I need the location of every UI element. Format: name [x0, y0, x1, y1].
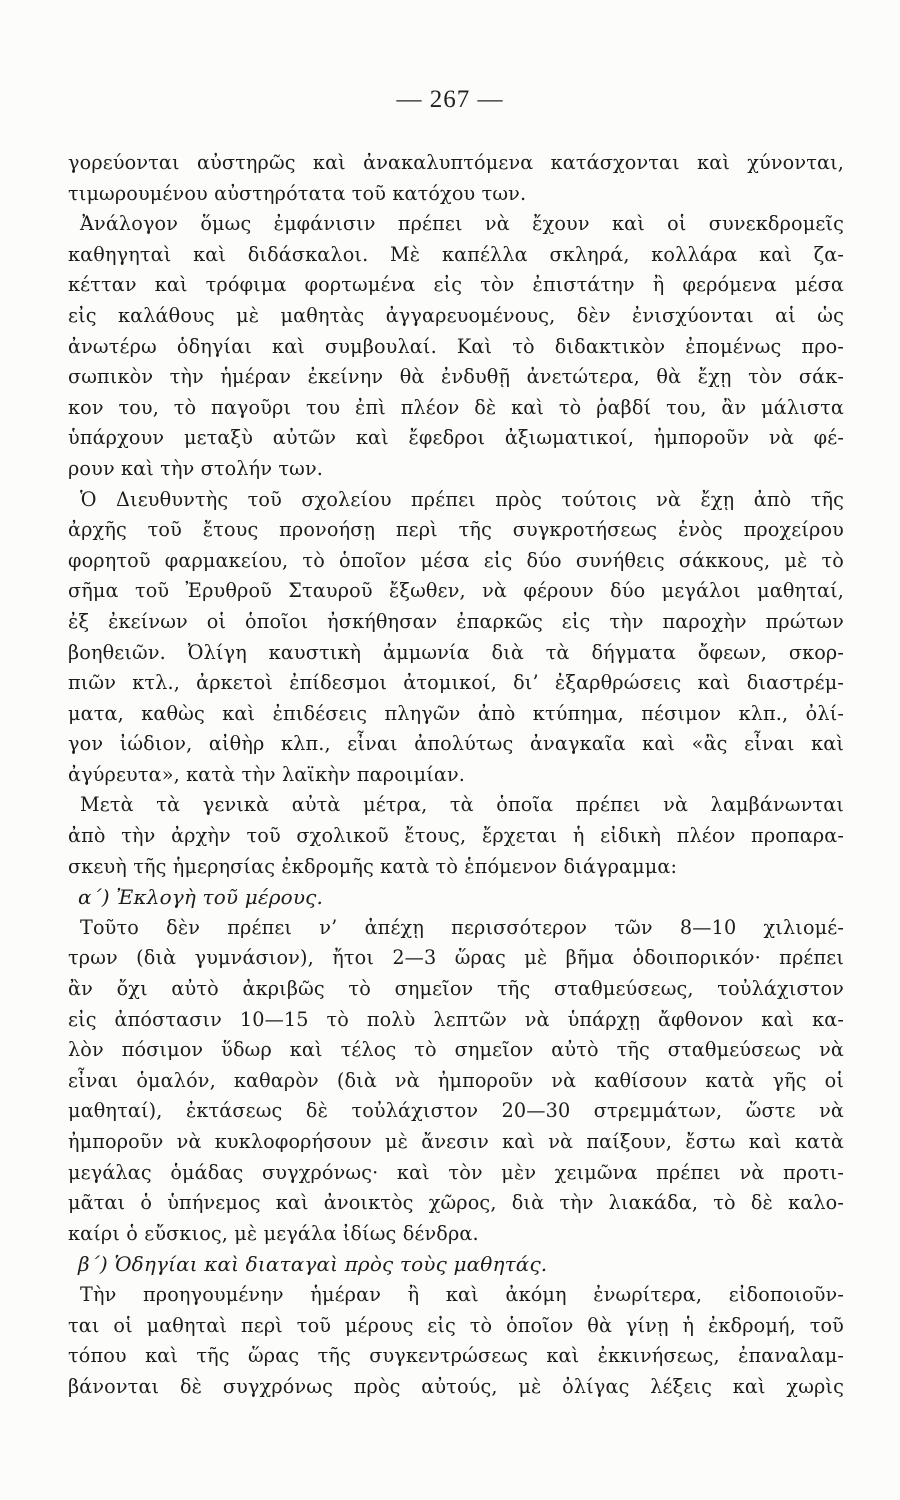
text-line: Ὁ Διευθυντὴς τοῦ σχολείου πρέπει πρὸς τούτοις νὰ ἔχῃ ἀπὸ τῆς	[80, 487, 844, 511]
text-line: γον ἰώδιον, αἰθὴρ κλπ., εἶναι ἀπολύτως ἀναγκαῖα καὶ «ἂς εἶναι καὶ	[68, 732, 844, 756]
text-line: ματα, καθὼς καὶ ἐπιδέσεις πληγῶν ἀπὸ κτύπημα, πέσιμον κλπ., ὀλί-	[68, 701, 844, 725]
text-line: βάνονται δὲ συγχρόνως πρὸς αὐτούς, μὲ ὀλίγας λέξεις καὶ χωρὶς	[68, 1374, 844, 1398]
text-line: βοηθειῶν. Ὀλίγη καυστικὴ ἀμμωνία διὰ τὰ δήγματα ὄφεων, σκορ-	[68, 640, 844, 664]
text-line: φορητοῦ φαρμακείου, τὸ ὁποῖον μέσα εἰς δύο συνήθεις σάκκους, μὲ τὸ	[68, 548, 844, 572]
page-number: — 267 —	[396, 86, 504, 113]
text-line: κέτταν καὶ τρόφιμα φορτωμένα εἰς τὸν ἐπιστάτην ἢ φερόμενα μέσα	[68, 273, 844, 297]
text-line: σῆμα τοῦ Ἐρυθροῦ Σταυροῦ ἔξωθεν, νὰ φέρουν δύο μεγάλοι μαθηταί,	[68, 579, 844, 603]
text-line: τρων (διὰ γυμνάσιον), ἤτοι 2—3 ὥρας μὲ βῆμα ὁδοιπορικόν· πρέπει	[68, 946, 844, 970]
text-line: εἶναι ὁμαλόν, καθαρὸν (διὰ νὰ ἠμποροῦν νὰ καθίσουν κατὰ γῆς οἱ	[68, 1068, 844, 1092]
text-line: ρουν καὶ τὴν στολήν των.	[68, 456, 324, 480]
text-line: ται οἱ μαθηταὶ περὶ τοῦ μέρους εἰς τὸ ὁποῖον θὰ γίνῃ ἡ ἐκδρομή, τοῦ	[68, 1313, 844, 1337]
text-line: μαθηταί), ἐκτάσεως δὲ τοὐλάχιστον 20—30 στρεμμάτων, ὥστε νὰ	[68, 1099, 844, 1123]
text-line: Ἀνάλογον ὅμως ἐμφάνισιν πρέπει νὰ ἔχουν καὶ οἱ συνεκδρομεῖς	[80, 212, 844, 236]
text-line: τόπου καὶ τῆς ὥρας τῆς συγκεντρώσεως καὶ ἐκκινήσεως, ἐπαναλαμ-	[68, 1344, 844, 1368]
text-line: μᾶται ὁ ὑπήνεμος καὶ ἀνοικτὸς χῶρος, διὰ τὴν λιακάδα, τὸ δὲ καλο-	[68, 1191, 844, 1215]
text-line: Τοῦτο δὲν πρέπει ν’ ἀπέχῃ περισσότερον τῶν 8—10 χιλιομέ-	[80, 915, 844, 939]
section-heading: β΄) Ὁδηγίαι καὶ διαταγαὶ πρὸς τοὺς μαθητάς.	[78, 1252, 548, 1277]
text-line: πιῶν κτλ., ἀρκετοὶ ἐπίδεσμοι ἀτομικοί, δι’ ἐξαρθρώσεις καὶ διαστρέμ-	[68, 671, 844, 695]
text-line: εἰς καλάθους μὲ μαθητὰς ἀγγαρευομένους, δὲν ἐνισχύονται αἱ ὡς	[68, 303, 844, 327]
text-line: ἐξ ἐκείνων οἱ ὁποῖοι ἠσκήθησαν ἐπαρκῶς εἰς τὴν παροχὴν πρώτων	[68, 609, 844, 633]
text-line: ἀγύρευτα», κατὰ τὴν λαϊκὴν παροιμίαν.	[68, 762, 466, 786]
text-line: Μετὰ τὰ γενικὰ αὐτὰ μέτρα, τὰ ὁποῖα πρέπει νὰ λαμβάνωνται	[80, 793, 844, 817]
text-line: τιμωρουμένου αὐστηρότατα τοῦ κατόχου των.	[68, 181, 527, 205]
body-text	[68, 148, 844, 1402]
text-line: ἂν ὄχι αὐτὸ ἀκριβῶς τὸ σημεῖον τῆς σταθμεύσεως, τοὐλάχιστον	[68, 977, 844, 1001]
text-line: σκευὴ τῆς ἡμερησίας ἐκδρομῆς κατὰ τὸ ἑπόμενον διάγραμμα:	[68, 854, 678, 878]
text-line: ὑπάρχουν μεταξὺ αὐτῶν καὶ ἔφεδροι ἀξιωματικοί, ἠμποροῦν νὰ φέ-	[68, 426, 844, 450]
text-line: καίρι ὁ εὔσκιος, μὲ μεγάλα ἰδίως δένδρα.	[68, 1221, 479, 1245]
text-line: ἀνωτέρω ὁδηγίαι καὶ συμβουλαί. Καὶ τὸ διδακτικὸν ἐπομένως προ-	[68, 334, 844, 358]
text-line: γορεύονται αὐστηρῶς καὶ ἀνακαλυπτόμενα κατάσχονται καὶ χύνονται,	[68, 151, 844, 174]
text-line: σωπικὸν τὴν ἡμέραν ἐκείνην θὰ ἐνδυθῇ ἀνετώτερα, θὰ ἔχῃ τὸν σάκ-	[68, 365, 844, 389]
text-line: Τὴν προηγουμένην ἡμέραν ἢ καὶ ἀκόμη ἐνωρίτερα, εἰδοποιοῦν-	[80, 1282, 844, 1306]
section-heading: α΄) Ἐκλογὴ τοῦ μέρους.	[78, 885, 324, 910]
text-line: ἀρχῆς τοῦ ἔτους προνοήσῃ περὶ τῆς συγκροτήσεως ἑνὸς προχείρου	[68, 518, 844, 542]
text-line: κον του, τὸ παγοῦρι του ἐπὶ πλέον δὲ καὶ τὸ ῥαβδί του, ἂν μάλιστα	[68, 395, 844, 419]
text-line: ἀπὸ τὴν ἀρχὴν τοῦ σχολικοῦ ἔτους, ἔρχεται ἡ εἰδικὴ πλέον προπαρα-	[68, 824, 844, 848]
text-line: καθηγηταὶ καὶ διδάσκαλοι. Μὲ καπέλλα σκληρά, κολλάρα καὶ ζα-	[68, 242, 844, 266]
text-line: λὸν πόσιμον ὕδωρ καὶ τέλος τὸ σημεῖον αὐτὸ τῆς σταθμεύσεως νὰ	[68, 1038, 844, 1062]
text-line: μεγάλας ὁμάδας συγχρόνως· καὶ τὸν μὲν χειμῶνα πρέπει νὰ προτι-	[68, 1160, 844, 1184]
text-line: ἠμποροῦν νὰ κυκλοφορήσουν μὲ ἄνεσιν καὶ νὰ παίξουν, ἔστω καὶ κατὰ	[68, 1130, 844, 1153]
text-line: εἰς ἀπόστασιν 10—15 τὸ πολὺ λεπτῶν νὰ ὑπάρχῃ ἄφθονον καὶ κα-	[68, 1007, 844, 1031]
